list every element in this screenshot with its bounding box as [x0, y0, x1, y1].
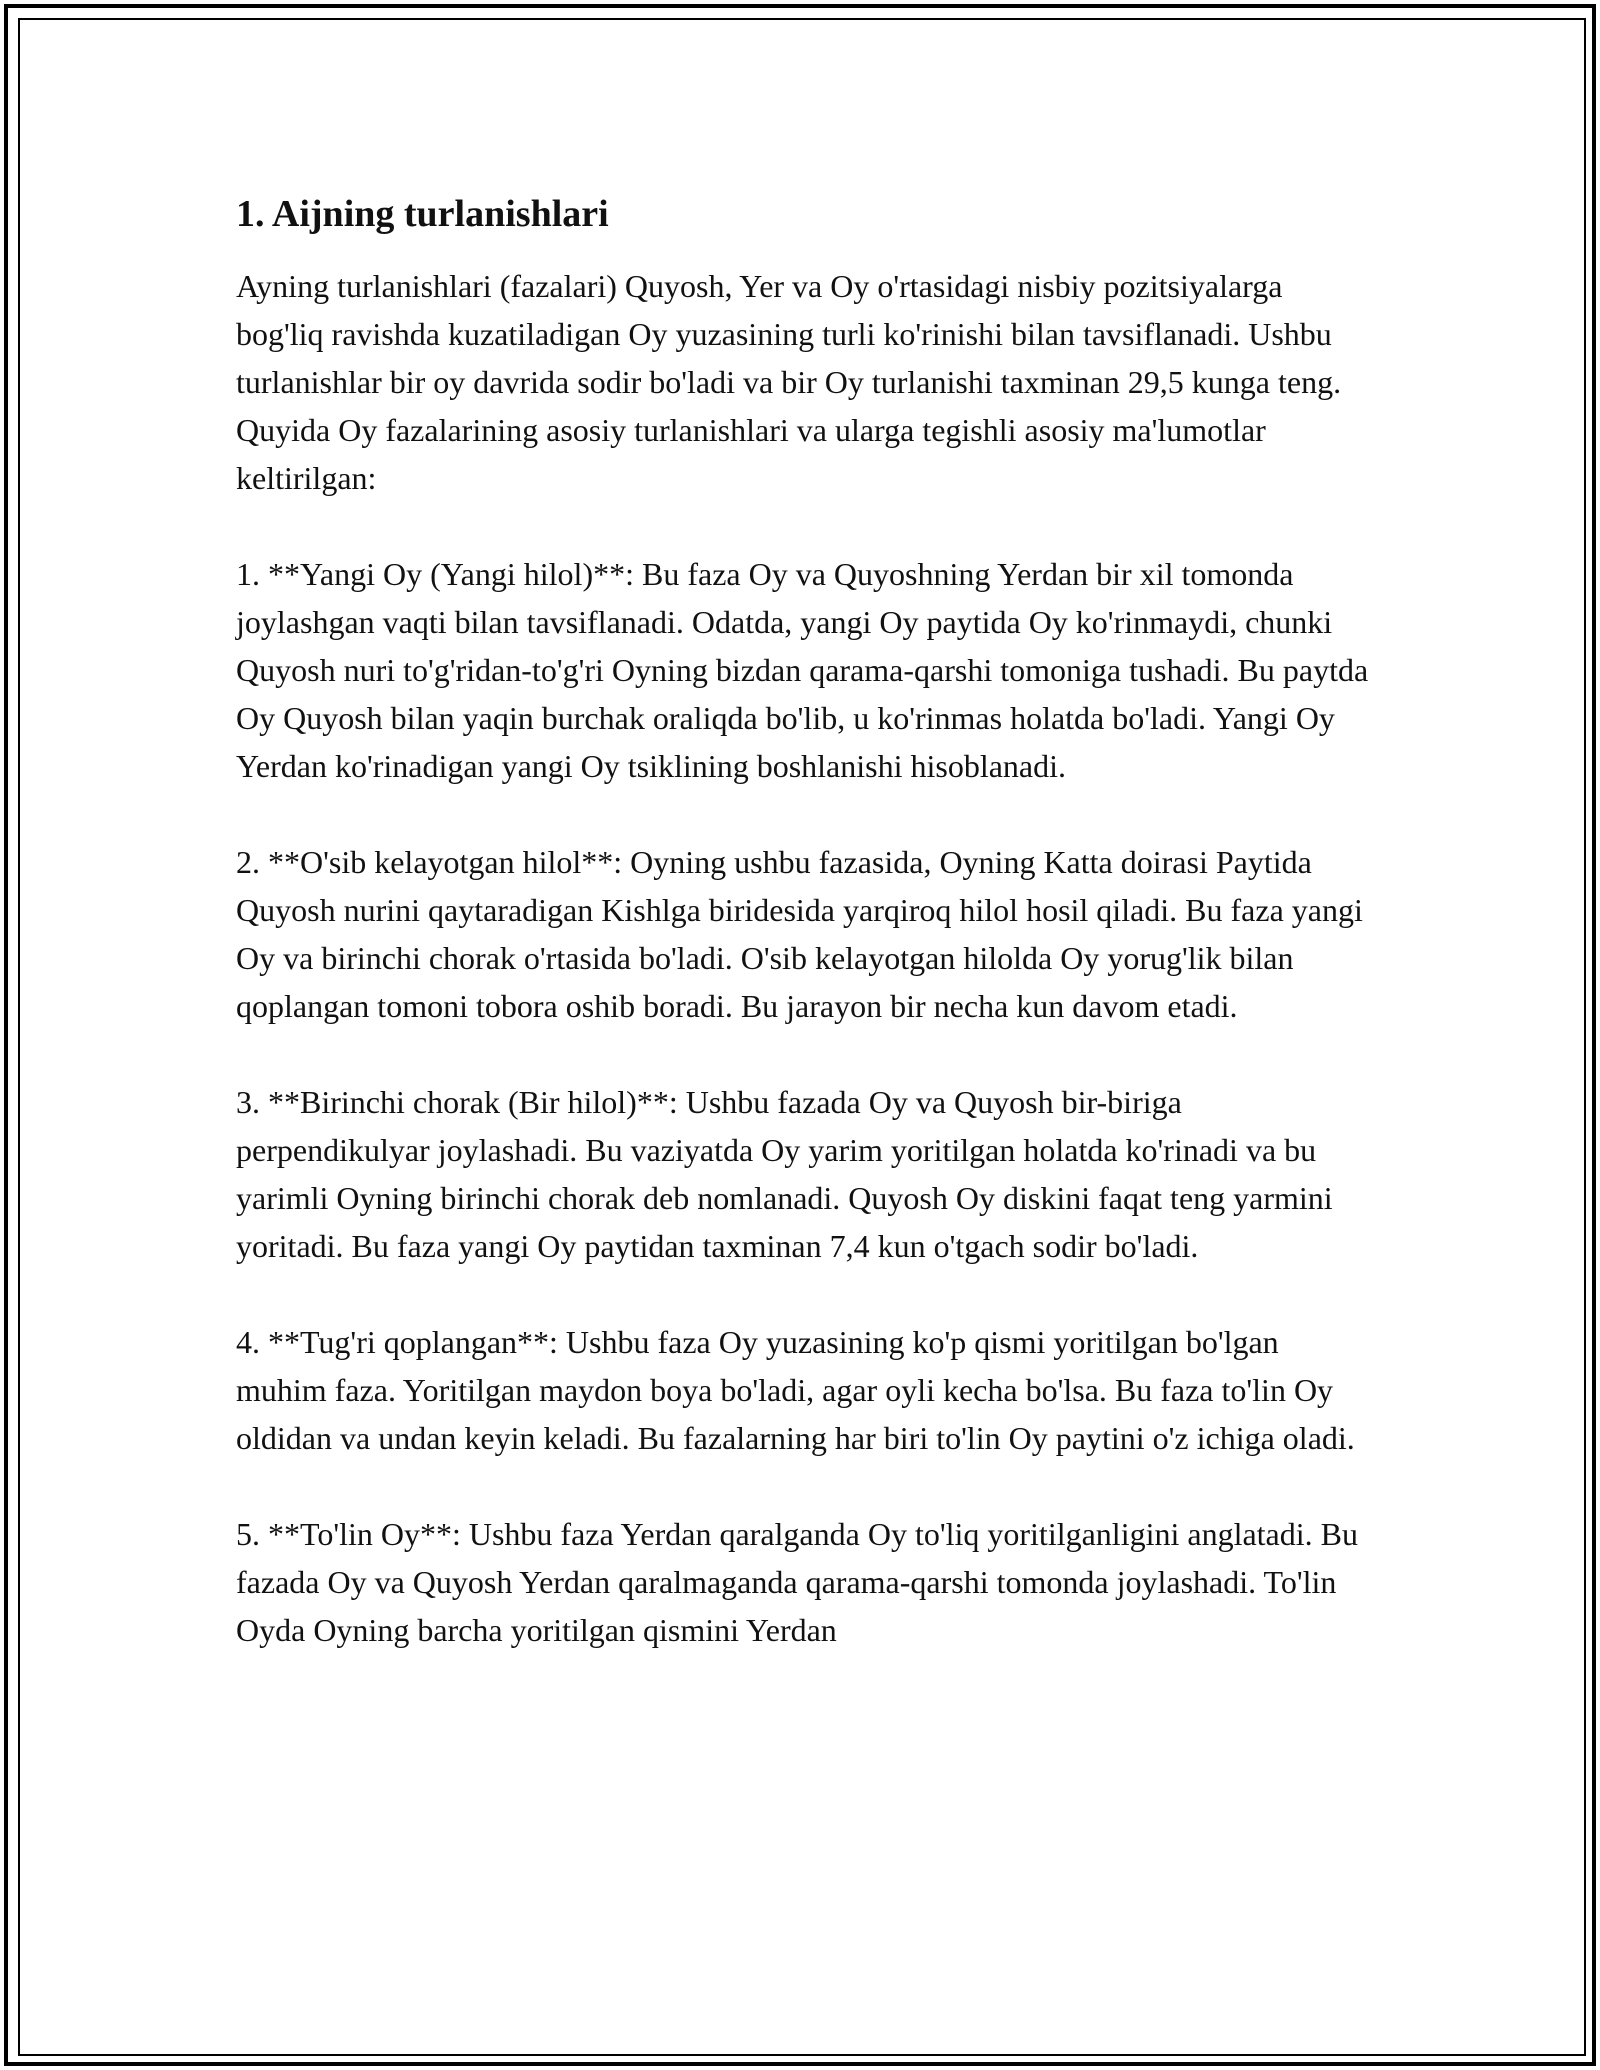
phase-gibbous-paragraph: 4. **Tug'ri qoplangan**: Ushbu faza Oy yuzasining ko'p qismi yoritilgan bo'lgan muhim faza. Yoritilgan maydon boya bo'ladi, agar oyli kecha bo'lsa. Bu faza to'lin Oy oldidan va undan keyin keladi. Bu fazalarning har biri to'lin Oy paytini o'z ichiga oladi.	[236, 1324, 1355, 1456]
document-body	[236, 188, 1376, 1702]
phase-first-quarter-paragraph: 3. **Birinchi chorak (Bir hilol)**: Ushbu fazada Oy va Quyosh bir-biriga perpendikulyar joylashadi. Bu vaziyatda Oy yarim yoritilgan holatda ko'rinadi va bu yarimli Oyning birinchi chorak deb nomlanadi. Quyosh Oy diskini faqat teng yarmini yoritadi. Bu faza yangi Oy paytidan taxminan 7,4 kun o'tgach sodir bo'ladi.	[236, 1084, 1333, 1264]
document-title: 1. Aijning turlanishlari	[236, 193, 609, 235]
intro-paragraph: Ayning turlanishlari (fazalari) Quyosh, Yer va Oy o'rtasidagi nisbiy pozitsiyalarga bog'liq ravishda kuzatiladigan Oy yuzasining turli ko'rinishi bilan tavsiflanadi. Ushbu turlanishlar bir oy davrida sodir bo'ladi va bir Oy turlanishi taxminan 29,5 kunga teng. Quyida Oy fazalarining asosiy turlanishlari va ularga tegishli asosiy ma'lumotlar keltirilgan:	[236, 268, 1342, 496]
phase-full-moon-paragraph: 5. **To'lin Oy**: Ushbu faza Yerdan qaralganda Oy to'liq yoritilganligini anglatadi. Bu fazada Oy va Quyosh Yerdan qaralmaganda qarama-qarshi tomonda joylashadi. To'lin Oyda Oyning barcha yoritilgan qismini Yerdan	[236, 1516, 1358, 1648]
phase-waxing-crescent-paragraph: 2. **O'sib kelayotgan hilol**: Oyning ushbu fazasida, Oyning Katta doirasi Paytida Quyosh nurini qaytaradigan Kishlga biridesida yarqiroq hilol hosil qiladi. Bu faza yangi Oy va birinchi chorak o'rtasida bo'ladi. O'sib kelayotgan hilolda Oy yorug'lik bilan qoplangan tomoni tobora oshib boradi. Bu jarayon bir necha kun davom etadi.	[236, 844, 1363, 1024]
phase-new-moon-paragraph: 1. **Yangi Oy (Yangi hilol)**: Bu faza Oy va Quyoshning Yerdan bir xil tomonda joylashgan vaqti bilan tavsiflanadi. Odatda, yangi Oy paytida Oy ko'rinmaydi, chunki Quyosh nuri to'g'ridan-to'g'ri Oyning bizdan qarama-qarshi tomoniga tushadi. Bu paytda Oy Quyosh bilan yaqin burchak oraliqda bo'lib, u ko'rinmas holatda bo'ladi. Yangi Oy Yerdan ko'rinadigan yangi Oy tsiklining boshlanishi hisoblanadi.	[236, 556, 1369, 784]
